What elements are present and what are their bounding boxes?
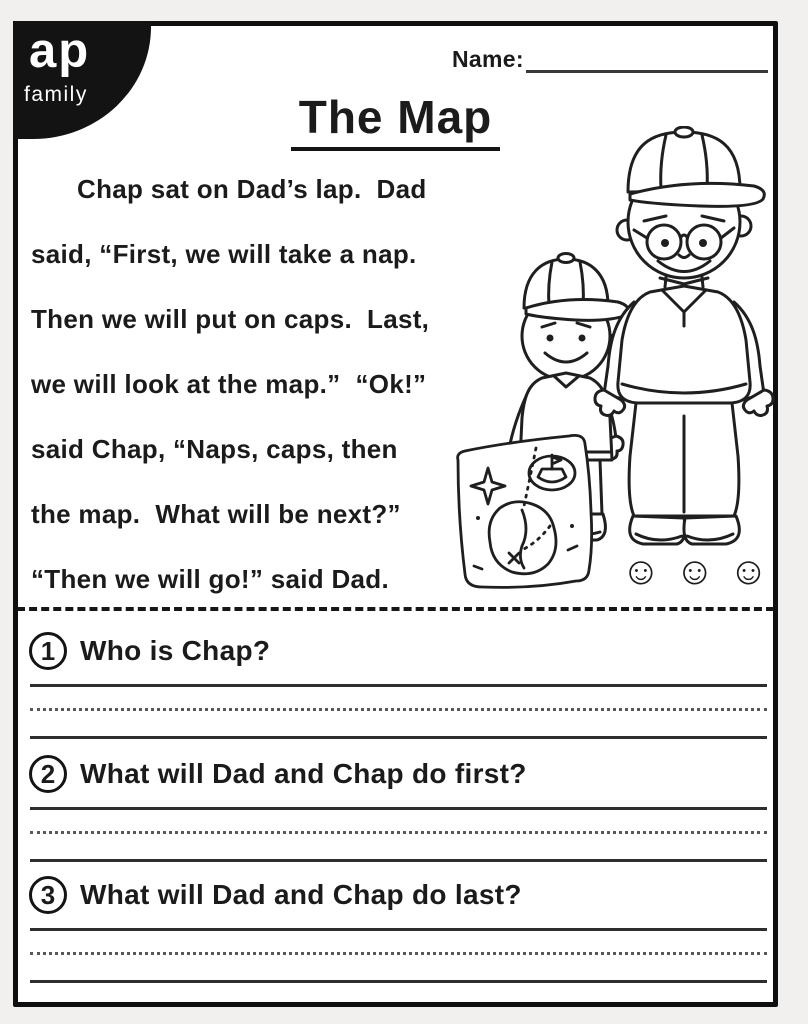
question-number-badge: 1 bbox=[29, 632, 67, 670]
section-divider bbox=[17, 607, 774, 611]
answer-line-dotted[interactable] bbox=[30, 708, 767, 711]
passage-line: said Chap, “Naps, caps, then bbox=[31, 434, 398, 464]
answer-line-dotted[interactable] bbox=[30, 831, 767, 834]
smiley-icon: ☺ bbox=[621, 550, 661, 593]
passage-line: Chap sat on Dad’s lap. Dad bbox=[77, 174, 427, 204]
name-row bbox=[452, 46, 768, 73]
answer-line-solid[interactable] bbox=[30, 928, 767, 931]
passage-line: Then we will put on caps. Last, bbox=[31, 304, 430, 334]
answer-line-solid[interactable] bbox=[30, 980, 767, 983]
question-number-badge: 3 bbox=[29, 876, 67, 914]
brand-name: ap bbox=[29, 24, 91, 78]
answer-line-dotted[interactable] bbox=[30, 952, 767, 955]
question-block-1 bbox=[29, 630, 772, 748]
question-text: Who is Chap? bbox=[80, 635, 271, 666]
question-block-3 bbox=[29, 874, 772, 992]
passage-line: said, “First, we will take a nap. bbox=[31, 239, 417, 269]
passage-line: the map. What will be next?” bbox=[31, 499, 401, 529]
dad-and-chap-illustration bbox=[438, 126, 778, 604]
answer-line-solid[interactable] bbox=[30, 736, 767, 739]
answer-line-solid[interactable] bbox=[30, 684, 767, 687]
answer-line-solid[interactable] bbox=[30, 807, 767, 810]
passage-line: “Then we will go!” said Dad. bbox=[31, 564, 389, 594]
question-number-badge: 2 bbox=[29, 755, 67, 793]
treasure-map bbox=[458, 435, 592, 587]
worksheet-page bbox=[13, 21, 778, 1007]
name-label: Name: bbox=[452, 46, 524, 72]
question-text: What will Dad and Chap do last? bbox=[80, 879, 522, 910]
passage-line: we will look at the map.” “Ok!” bbox=[31, 369, 427, 399]
dad-figure bbox=[595, 127, 773, 544]
answer-line-solid[interactable] bbox=[30, 859, 767, 862]
smiley-row bbox=[621, 552, 768, 591]
question-block-2 bbox=[29, 753, 772, 871]
question-text: What will Dad and Chap do first? bbox=[80, 758, 527, 789]
reading-passage bbox=[31, 157, 493, 612]
smiley-icon: ☺ bbox=[674, 550, 715, 593]
brand-subtitle: family bbox=[24, 83, 88, 106]
name-blank-line[interactable] bbox=[526, 49, 768, 73]
smiley-icon: ☺ bbox=[728, 550, 769, 593]
page-title: The Map bbox=[291, 90, 501, 151]
